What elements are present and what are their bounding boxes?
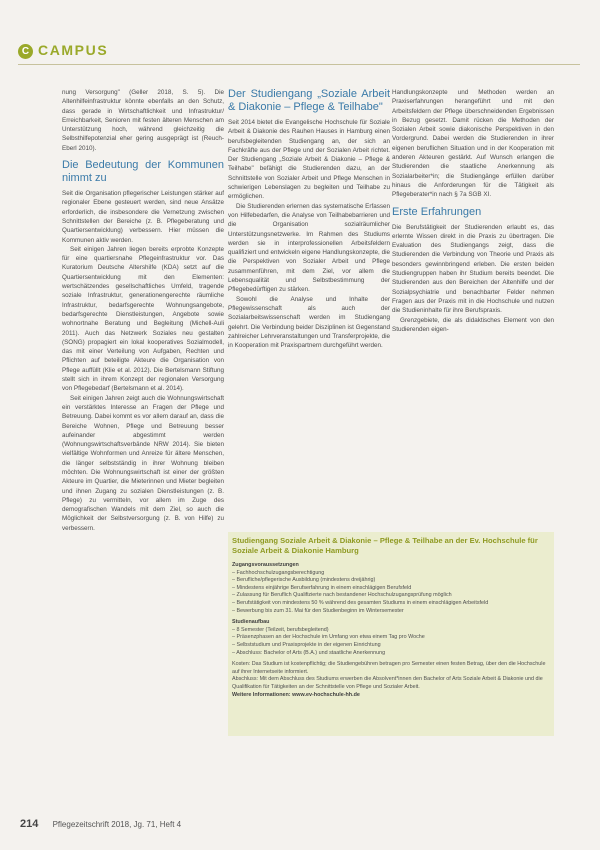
paragraph: Die Studierenden erlernen das systematische Erfassen von Hilfebedarfen, die Analyse von Teilhabebarrieren und die Organisation sozialräumlicher Unterstützungsnetzwerke. Im Rahmen des Studiums werden sie in interprofessionellen Arbeitsfeldern qualifiziert und entwickeln eigene Handlungskonzepte, die die Perspektiven von Sozialer Arbeit und Pflege zusammenführen, mit dem Ziel, vor allem die Lebensqualität und Selbstbestimmung der Pflegebedürftigen zu stärken. — [228, 202, 390, 294]
paragraph: Seit einigen Jahren liegen bereits erprobte Konzepte für eine quartiersnahe Pflegeinfrastruktur vor. Das Kuratorium Deutsche Altershilfe (KDA) setzt auf die Quartiersentwicklung mit den Elementen: wertschätzendes gesellschaftliches Umfeld, tragende soziale Infrastruktur, generationengerechte räumliche Infrastruktur, bedarfsgerechte Wohnungsangebote, bedarfsgerechte Dienstleistungen, Angebote sowie wohnortnahe Beratung und Begleitung (Michell-Auli 2011). Auch das Netzwerk Soziales neu gestalten (SONG) propagiert ein lokal kooperatives Sozialmodell, das mit einer Verteilung von Aufgaben, Rechten und Pflichten auf beteiligte Akteure die Organisation von Pflege auffüllt (Klie et al. 2012). Die Bertelsmann Stiftung stellt sich in ihrem Konzept der regionalen Versorgung von Pflegebedarf (Bertelsmann et al. 2014). — [62, 245, 224, 393]
page-footer — [20, 818, 181, 830]
more-info-link[interactable]: Weitere Informationen: www.ev-hochschule-hh.de — [232, 691, 360, 698]
list-item: – Mindestens einjährige Berufserfahrung in einem einschlägigen Berufsfeld — [232, 585, 550, 593]
degree-text: Abschluss: Mit dem Abschluss des Studiums erwerben die Absolvent*innen den Bachelor of Arts Soziale Arbeit & Diakonie und die Qualifikation für Tätigkeiten an der Schnittstelle von Pflege und Sozialer Arbeit. — [232, 676, 543, 690]
list-item: – Bewerbung bis zum 31. Mai für den Studienbeginn im Wintersemester — [232, 608, 550, 616]
list-item: – Zulassung für Beruflich Qualifizierte nach bestandener Hochschulzugangsprüfung möglich — [232, 592, 550, 600]
paragraph: Grenzgebiete, die als didaktisches Element von den Studierenden eigen- — [392, 316, 554, 333]
heading-kommunen: Die Bedeutung der Kommunen nimmt zu — [62, 159, 224, 185]
list-item: – Fachhochschulzugangsberechtigung — [232, 570, 550, 578]
text-column-1 — [62, 88, 224, 533]
paragraph: nung Versorgung" (Geller 2018, S. 5). Die Altenhilfeinfrastruktur könnte ebenfalls an den Schutz, dass gerade in Wirtschaftlichkeit und Infrastruktur/ Erreichbarkeit, Senioren mit festen älteren Menschen am Unterstützung hoch, während gleichzeitig die Selbsthilfepotenzial eher gering ausgeprägt ist (Reuch-Eberl 2010). — [62, 89, 224, 152]
admission-label: Zugangsvoraussetzungen — [232, 562, 299, 568]
paragraph: Seit einigen Jahren zeigt auch die Wohnungswirtschaft ein verstärktes Interesse an Fragen der Pflege und Betreuung. Dabei kommt es vor allem darauf an, dass die Bereiche Wohnen, Pflege und Betreuung besser aufeinander abgestimmt werden (Wohnungswirtschaftsverbände NRW 2014). Sie bieten vielfältige Wohnformen und Anreize für ältere Menschen, die länger selbstständig in ihrer Wohnung bleiben möchten. Die Wohnungswirtschaft ist einer der größten Akteure im Quartier, die Mieterinnen und Mieter begleiten und ihnen Zugang zu sozialen Dienstleistungen (z. B. Pflege) zu vermitteln, vor allem im Zuge des demografischen Wandels mit dem Ziel, so auch die Möglichkeit der Selbstversorgung (z. B. von Hilfe) zu verbessern. — [62, 394, 224, 532]
list-item: – Abschluss: Bachelor of Arts (B.A.) und staatliche Anerkennung — [232, 650, 550, 658]
list-item: – Berufstätigkeit von mindestens 50 % während des gesamten Studiums in einem einschlägigen Arbeitsfeld — [232, 600, 550, 608]
structure-list — [232, 627, 550, 657]
info-box-title: Studiengang Soziale Arbeit & Diakonie – Pflege & Teilhabe an der Ev. Hochschule für Soziale Arbeit & Diakonie Hamburg — [232, 536, 538, 555]
admission-list — [232, 570, 550, 616]
heading-erfahrungen: Erste Erfahrungen — [392, 205, 482, 218]
campus-logo-icon: C — [18, 44, 33, 59]
text-column-3 — [392, 88, 554, 334]
page-number: 214 — [20, 818, 39, 830]
header-divider — [18, 64, 580, 65]
paragraph: Seit 2014 bietet die Evangelische Hochschule für Soziale Arbeit & Diakonie des Rauhen Hauses in Hamburg einen berufsbegleitenden Studiengang an, der sich an Fachkräfte aus der Pflege und der Sozialen Arbeit richtet. Der Studiengang „Soziale Arbeit & Diakonie – Pflege & Teilhabe" befähigt die Studierenden dazu, an der Schnittstelle von Sozialer Arbeit und Pflege Menschen in schwierigen Lebenslagen zu begleiten und Teilhabe zu ermöglichen. — [228, 119, 390, 201]
structure-label: Studienaufbau — [232, 619, 270, 626]
paragraph: Die Berufstätigkeit der Studierenden erlaubt es, das erlernte Wissen direkt in die Praxis zu übertragen. Die Evaluation des Studiengangs zeigt, dass die Studierenden die Verbindung von Theorie und Praxis als besonders gewinnbringend erleben. Die ersten beiden Studiengruppen haben ihr Studium bereits beendet. Die Studierenden aus den Bereichen der Altenhilfe und der Sozialpsychiatrie und benachbarter Felder nehmen Fragen aus der Praxis mit in die Hochschule und nutzen die Studieninhalte für ihre Berufspraxis. — [392, 223, 554, 315]
heading-studiengang: Der Studiengang „Soziale Arbeit & Diakonie – Pflege & Teilhabe" — [228, 88, 390, 113]
paragraph: Handlungskonzepte und Methoden werden an Praxiserfahrungen herangeführt und mit den Arbeitsfeldern der Pflege überschneidenden Ergebnissen in Bezug gesetzt. Damit rücken die Methoden der Sozialen Arbeit sowie diakonische Perspektiven in den Vordergrund. Dabei werden die Studierenden in ihrer eigenen beruflichen Situation und in der Kooperation mit anderen Akteuren gestärkt. Auf Wunsch erlangen die Studierenden die staatliche Anerkennung als Sozialarbeiter*in; die Studiengänge erfüllen darüber hinaus die Anforderungen für die Tätigkeit als Pflegeberater*in nach § 7a SGB XI. — [392, 89, 554, 199]
text-column-2 — [228, 88, 390, 350]
costs-text: Kosten: Das Studium ist kostenpflichtig; die Studiengebühren betragen pro Semester einen festen Betrag, über den die Hochschule auf ihrer Internetseite informiert. — [232, 661, 546, 675]
info-box-body — [232, 562, 550, 699]
paragraph: Seit die Organisation pflegerischer Leistungen stärker auf regionaler Ebene gesteuert werden, sind neue Ansätze erforderlich, die insbesondere die Vernetzung zwischen Schnittstellen der Bereiche (z. B. Pflegeberatung und Quartiersentwicklung) verbessern. Hier müssen die Kommunen aktiv werden. — [62, 190, 224, 244]
list-item: – Berufliche/pflegerische Ausbildung (mindestens dreijährig) — [232, 577, 550, 585]
journal-citation: Pflegezeitschrift 2018, Jg. 71, Heft 4 — [52, 820, 182, 829]
paragraph: Sowohl die Analyse und Inhalte der Pflegewissenschaft als auch der Sozialarbeitswissenschaft werden im Studiengang gelehrt. Die Verbindung beider Disziplinen ist Gegenstand zahlreicher Lehrveranstaltungen und Transferprojekte, die in Kooperation mit Praxispartnern durchgeführt werden. — [228, 295, 390, 350]
list-item: – 8 Semester (Teilzeit, berufsbegleitend) — [232, 627, 550, 635]
list-item: – Selbststudium und Praxisprojekte in der eigenen Einrichtung — [232, 642, 550, 650]
section-title: CAMPUS — [38, 42, 109, 58]
list-item: – Präsenzphasen an der Hochschule im Umfang von etwa einem Tag pro Woche — [232, 634, 550, 642]
